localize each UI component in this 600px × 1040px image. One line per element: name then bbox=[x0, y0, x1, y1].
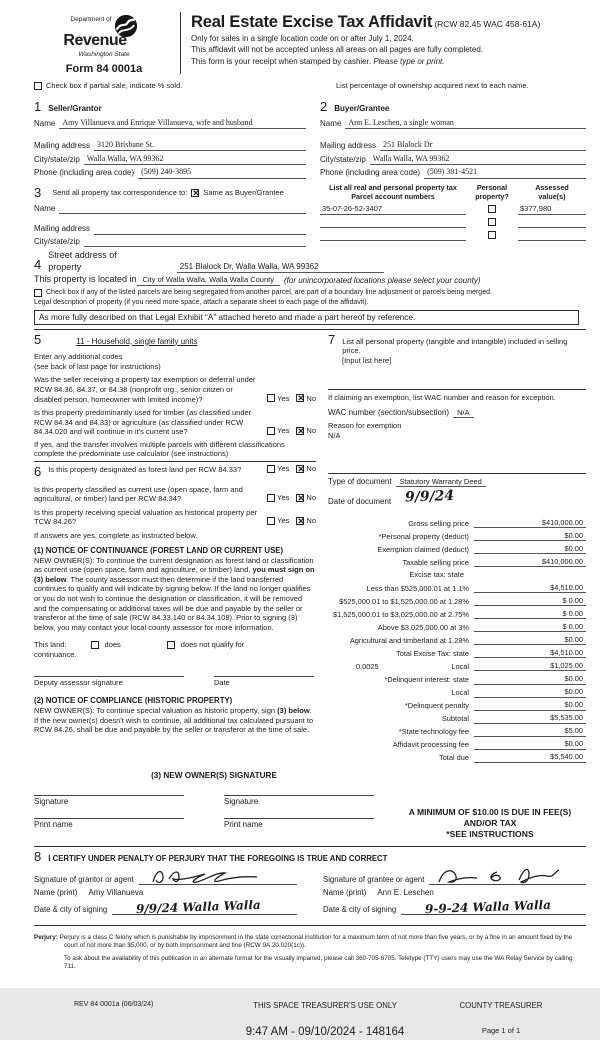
county-note: (for unincorporated locations please select your county) bbox=[283, 275, 481, 285]
q4-no-checkbox[interactable] bbox=[296, 494, 304, 502]
owner-print-name-line-1[interactable]: Print name bbox=[34, 818, 184, 830]
rcw-reference: (RCW 82.45 WAC 458-61A) bbox=[434, 19, 541, 29]
parcel-number-field[interactable] bbox=[320, 218, 466, 228]
forest-land-question: Is this property designated as forest land per RCW 84.33? bbox=[48, 465, 242, 475]
buyer-phone-field[interactable]: (509) 301-4521 bbox=[424, 167, 586, 178]
ownership-note: List percentage of ownership acquired next to each name. bbox=[336, 81, 529, 91]
grantee-signature-icon bbox=[435, 864, 585, 888]
grantee-date-city-field[interactable]: 9-9-24 Walla Walla bbox=[401, 900, 586, 915]
header-divider bbox=[180, 12, 181, 74]
current-use-question: Is this property classified as current use (open space, farm and agricultural, or timber) land per RCW 84.34? bbox=[34, 484, 243, 504]
personal-property-label: List all personal property (tangible and intangible) included in selling price. bbox=[342, 336, 568, 356]
located-in-field[interactable]: City of Walla Walla, Walla Walla County bbox=[137, 275, 280, 286]
dept-of-label: Department of bbox=[70, 16, 112, 23]
owner-signature-line-2[interactable]: Signature bbox=[224, 795, 374, 807]
buyer-title: Buyer/Grantee bbox=[334, 104, 390, 114]
exemption-deferral-question: Was the seller receiving a property tax exemption or deferral under RCW 84.36, 84.37, or 84.38 (nonprofit org., senior citizen or disabled person, homeowner with limited income)? bbox=[34, 375, 256, 404]
gross-selling-price-value[interactable]: $410,000.00 bbox=[474, 518, 586, 528]
historical-property-question: Is this property receiving special valuation as historical property per TCW 84.26? bbox=[34, 507, 258, 527]
land-use-code-field[interactable]: 11 - Household, single family units bbox=[76, 336, 198, 346]
notice-continuance-title: (1) NOTICE OF CONTINUANCE (FOREST LAND OR CURRENT USE) bbox=[34, 545, 284, 555]
subtotal-value[interactable]: $5,535.00 bbox=[474, 713, 586, 723]
form-header bbox=[34, 10, 586, 76]
treasurer-use-label: THIS SPACE TREASURER'S USE ONLY bbox=[253, 1000, 397, 1010]
deputy-date-line[interactable]: Date bbox=[214, 676, 314, 688]
section-1-number: 1 bbox=[34, 99, 42, 115]
local-tax-value[interactable]: $1,025.00 bbox=[474, 661, 586, 671]
grantee-name-field[interactable]: Ann E. Leschen bbox=[377, 887, 434, 897]
q2-yes-checkbox[interactable] bbox=[267, 427, 275, 435]
correspondence-section bbox=[34, 185, 306, 202]
section-7-number: 7 bbox=[328, 331, 336, 347]
parcel-row bbox=[320, 218, 586, 228]
same-as-buyer-checkbox[interactable] bbox=[191, 189, 199, 197]
assessed-value-field[interactable] bbox=[518, 218, 586, 228]
excise-tax-state-header: Excise tax: state bbox=[409, 570, 464, 580]
header-note-1: Only for sales in a single location code on or after July 1, 2024. bbox=[191, 34, 414, 44]
grantor-signature-field[interactable] bbox=[139, 870, 297, 885]
delinquent-penalty-value[interactable]: $0.00 bbox=[474, 700, 586, 710]
q2-no-checkbox[interactable] bbox=[296, 427, 304, 435]
state-technology-fee-value[interactable]: $5.00 bbox=[474, 726, 586, 736]
this-land-label: This land: bbox=[34, 640, 67, 650]
minimum-fee-note: A MINIMUM OF $10.00 IS DUE IN FEE(S) AND/OR TAX *SEE INSTRUCTIONS bbox=[408, 806, 572, 839]
rev-number: REV 84 0001a (06/03/24) bbox=[74, 1000, 154, 1008]
property-location-section: 4 Street address of property 251 Blalock Dr, Walla Walla, WA 99362 This property is located in City of Walla Walla, Walla Walla County (for unincorporated locations please select your county) Check box if any of the listed parcels are being segregated from another parcel, are part of a boundary line adjustment or parcels being merged. Legal description of property (if you need more space, attach a separate sheet to each page of the affidavit). As more fully described on that Legal Exhibit “A” attached hereto and made a part hereof by reference. bbox=[34, 250, 586, 329]
section-6-number: 6 bbox=[34, 464, 42, 480]
reason-exemption-label: Reason for exemption bbox=[328, 421, 402, 431]
buyer-section: 2 Buyer/Grantee Name Ann E. Leschen, a single woman Mailing address 251 Blalock Dr City/state/zip Walla Walla, WA 99362 Phone (including area code) (509) 301-4521 List all real and personal property tax Parcel account numbers Personal property? Assessed value(s) 35-07-26-52-3407 $377,980 bbox=[320, 95, 586, 247]
same-as-buyer-label: Same as Buyer/Grantee bbox=[203, 188, 284, 198]
certify-divider bbox=[34, 846, 586, 847]
grantee-signature-field[interactable] bbox=[429, 870, 586, 885]
perjury-note: Perjury: Perjury is a class C felony which is punishable by imprisonment in the state correctional institution for a maximum term of not more than five years, or by a fine in an amount fixed by the court of not more than $5,000, or by both imprisonment and fine (RCW 9A.20.020(1c)). To ask about the availability of this publication in an alternate format for the visually impaired, please call 360-705-6705. Teletype (TTY) users may use the WA Relay Service by calling 711. bbox=[34, 934, 586, 971]
form-footer bbox=[34, 1001, 586, 1040]
form-title: Real Estate Excise Tax Affidavit bbox=[191, 13, 433, 31]
personal-property-deduct-value[interactable]: $0.00 bbox=[474, 531, 586, 541]
delinquent-interest-local-value[interactable]: $0.00 bbox=[474, 687, 586, 697]
notice-compliance-title: (2) NOTICE OF COMPLIANCE (HISTORIC PROPERTY) bbox=[34, 696, 233, 706]
grantee-certify-block: Signature of grantee or agent Name (print) Ann E. Leschen Date & city of signing 9-9-24 Walla Walla bbox=[323, 868, 586, 915]
partial-sale-checkbox[interactable] bbox=[34, 82, 42, 90]
does-qualify-checkbox[interactable] bbox=[91, 641, 99, 649]
dor-logo bbox=[34, 10, 174, 76]
personal-property-input[interactable]: [Input list here] bbox=[342, 355, 392, 365]
grantor-certify-block: Signature of grantor or agent Name (print) Amy Villanueva Date & city of signing 9/9/24 Walla Walla bbox=[34, 868, 297, 915]
tier4-tax-value[interactable]: $ 0.00 bbox=[474, 622, 586, 632]
exemption-note: If claiming an exemption, list WAC number and reason for exception. bbox=[328, 389, 586, 403]
buyer-mailing-field[interactable]: 251 Blalock Dr bbox=[380, 140, 586, 151]
personal-property-checkbox[interactable] bbox=[488, 205, 496, 213]
document-block: Type of document Statutory Warranty Deed Date of document 9/9/24 bbox=[328, 473, 586, 508]
continuance-label: continuance. bbox=[34, 649, 77, 659]
treasurer-stamp: 9:47 AM - 09/10/2024 - 148164 bbox=[245, 1025, 405, 1038]
if-yes-note: If answers are yes, complete as instructed below. bbox=[34, 531, 198, 541]
timber-agriculture-question: Is this property predominantly used for timber (as classified under RCW 84.34 and 84.33) or agriculture (as classified under RCW 84.34.020 and will continue in it's current use? bbox=[34, 408, 252, 437]
seller-phone-field[interactable]: (509) 240-3895 bbox=[138, 167, 306, 178]
local-rate: 0.0025 bbox=[356, 661, 379, 671]
tty-note: To ask about the availability of this publication in an alternate format for the visually impaired, please call 360-705-6705. Teletype (TTY) users may use the WA Relay Service by calling 711. bbox=[64, 954, 573, 970]
reason-exemption-field[interactable]: N/A bbox=[328, 431, 341, 441]
q4-yes-checkbox[interactable] bbox=[267, 494, 275, 502]
grantor-signature-icon bbox=[145, 864, 295, 888]
total-due-value[interactable]: $5,540.00 bbox=[474, 752, 586, 762]
assessed-value-field[interactable]: $377,980 bbox=[518, 204, 586, 215]
form-number: Form 84 0001a bbox=[65, 63, 143, 76]
land-use-section: 5 11 - Household, single family units Enter any additional codes (see back of last page for instructions) Was the seller receiving a property tax exemption or deferral under RCW 84.36, 84.37, or 84.38 (nonprofit org., senior citizen or disabled person, homeowner with limited income)? Yes ✕ No Is this property predominantly used for timber (as classified under RCW 84.34 and 84.33) or agriculture (as classified under RCW 84.34.020 and will continue in it's current use? Yes ✕ No If yes, and the transfer involves multiple parcels with different classifications complete the predominate use calculator (see instructions) 6 Is this property designated as forest land per RCW 84.33? Yes ✕ No Is this property classified as current use (open space, farm and agricultural, or timber) land per RCW 84.34? Yes ✕ No Is this property receiving special valuation as historical property per TCW 84.26? Yes ✕ No If answers are yes, complete as instructed below. (1) NOTICE OF CONTINUANCE (FOREST LAND OR CURRENT USE) NEW OWNER(S): To continue the current designation as forest land or classification as current use (open space, farm and agriculture, or timber) land, you must sign on (3) below. The county assessor must then determine if the land transferred continues to qualify and will indicate by signing below. If the land no longer qualifies or you do not wish to continue the designation or classification, it will be removed and the compensating or additional taxes will be due and payable by the seller or transferor at the time of sale (RCW 84.33.140 or 84.34.108). Prior to signing (3) below, you may contact your local county assessor for more information. This land: does does not qualify for continuance. Deputy assessor signature Date (2) NOTICE OF COMPLIANCE (HISTORIC PROPERTY) NEW OWNER(S): To continue special valuation as historic property, sign (3) below. If the new owner(s) doesn't wish to continue, all additional tax calculated pursuant to RCW 84.26, shall be due and payable by the seller or transferor at the time of sale. bbox=[34, 332, 316, 763]
certify-statement: I CERTIFY UNDER PENALTY OF PERJURY THAT THE FOREGOING IS TRUE AND CORRECT bbox=[48, 853, 388, 863]
correspondence-label: Send all property tax correspondence to: bbox=[52, 188, 188, 198]
owner-print-name-line-2[interactable]: Print name bbox=[224, 818, 374, 830]
deputy-assessor-signature-line[interactable]: Deputy assessor signature bbox=[34, 676, 184, 688]
correspondence-name-field[interactable] bbox=[59, 204, 306, 214]
parcel-row bbox=[320, 231, 586, 241]
new-owner-signature-title: (3) NEW OWNER(S) SIGNATURE bbox=[151, 770, 277, 780]
parcel-table-header: List all real and personal property tax Parcel account numbers Personal property? Assessed value(s) bbox=[329, 182, 569, 201]
legal-description-label: Legal description of property (if you need more space, attach a separate sheet to each page of the affidavit). bbox=[34, 298, 369, 306]
notice-compliance-text: NEW OWNER(S): To continue special valuation as historic property, sign (3) below. If the new owner(s) doesn't wish to continue, all additional tax calculated pursuant to RCW 84.26, shall be due and payable by the seller or transferor at the time of sale. bbox=[34, 706, 314, 735]
q5-no-checkbox[interactable] bbox=[296, 517, 304, 525]
seller-name-field[interactable]: Amy Villanueva and Enrique Villanueva, wife and husband bbox=[59, 118, 306, 129]
personal-property-section: 7 List all personal property (tangible and intangible) included in selling price. [Input list here] If claiming an exemption, list WAC number and reason for exception. WAC number (section/subsection) N/A Reason for exemption N/A Type of document Statutory Warranty Deed Date of document 9/9/24 Gross selling price $410,000.00 *Personal property (deduct) $0.00 Exemption claimed (deduct) $0.00 Taxable selling price $410,000.00 Excise tax: state Less than $525,000.01 at 1.1% $4,510.00 $525,000.01 to $1,525,000.00 at 1.28% $ 0.00 $1,525,000.01 to $3,025,000.00 at 2.75% $ 0.00 Above $3,025,000.00 at 3% $ 0.00 Agricultural and timberland at 1.28% $0.00 Total Excise Tax: state $4,510.00 0.0025 Local $1,025.00 *Delinquent interest: state $0.00 Local $0.00 *Delinquent penalty $0.00 Subtotal $5,535.00 *State technology fee $5.00 Affidavit processing fee $0.00 Total due $5,540.00 bbox=[328, 332, 586, 763]
section-8-number: 8 bbox=[34, 848, 42, 864]
q3-yes-checkbox[interactable] bbox=[267, 465, 275, 473]
segregated-checkbox[interactable] bbox=[34, 289, 42, 297]
affidavit-processing-fee-value[interactable]: $0.00 bbox=[474, 739, 586, 749]
assessed-value-field[interactable] bbox=[518, 231, 586, 241]
section-5-number: 5 bbox=[34, 331, 42, 347]
additional-codes-label: Enter any additional codes bbox=[34, 352, 123, 362]
grantor-name-field[interactable]: Amy Villanueva bbox=[88, 887, 144, 897]
parcel-number-field[interactable] bbox=[320, 231, 466, 241]
document-date-field[interactable]: 9/9/24 bbox=[404, 488, 455, 506]
notice-continuance-text: NEW OWNER(S): To continue the current designation as forest land or classification as current use (open space, farm and agriculture, or timber) land, you must sign on (3) below. The county assessor must then determine if the land transferred continues to qualify and will indicate by signing below. If the land no longer qualifies or you do not wish to continue the designation or classification, it will be removed and the compensating or additional taxes will be due and payable by the seller or transferor at the time of sale (RCW 84.33.140 or 84.34.108). Prior to signing (3) below, you may contact your local county assessor for more information. bbox=[34, 555, 315, 632]
correspondence-city-field[interactable] bbox=[84, 237, 306, 247]
taxable-selling-price-value[interactable]: $410,000.00 bbox=[474, 557, 586, 567]
buyer-city-field[interactable]: Walla Walla, WA 99362 bbox=[370, 154, 586, 165]
section-divider bbox=[34, 329, 586, 330]
partial-sale-label: Check box if partial sale, indicate % sold. bbox=[46, 81, 183, 91]
delinquent-interest-state-value[interactable]: $0.00 bbox=[474, 674, 586, 684]
header-note-2: This affidavit will not be accepted unless all areas on all pages are fully completed. bbox=[191, 45, 484, 55]
total-excise-state-value[interactable]: $4,510.00 bbox=[474, 648, 586, 658]
county-treasurer-label: COUNTY TREASURER bbox=[459, 1000, 543, 1010]
revenue-wordmark: Revenue bbox=[63, 31, 127, 49]
segregated-note: Check box if any of the listed parcels are being segregated from another parcel, are part of a boundary line adjustment or parcels being merged. bbox=[46, 288, 492, 296]
tier1-tax-value[interactable]: $4,510.00 bbox=[474, 583, 586, 593]
personal-property-checkbox[interactable] bbox=[488, 218, 496, 226]
parcel-row bbox=[320, 204, 586, 215]
q1-no-checkbox[interactable] bbox=[296, 394, 304, 402]
wac-number-field[interactable]: N/A bbox=[453, 408, 474, 419]
tier3-tax-value[interactable]: $ 0.00 bbox=[474, 609, 586, 619]
personal-property-checkbox[interactable] bbox=[488, 231, 496, 239]
page-indicator: Page 1 of 1 bbox=[481, 1025, 521, 1035]
q1-yes-checkbox[interactable] bbox=[267, 394, 275, 402]
owner-signature-line-1[interactable]: Signature bbox=[34, 795, 184, 807]
document-type-field[interactable]: Statutory Warranty Deed bbox=[396, 477, 486, 488]
legal-description-field[interactable]: As more fully described on that Legal Exhibit “A” attached hereto and made a part hereof by reference. bbox=[34, 310, 579, 325]
street-address-field[interactable]: 251 Blalock Dr, Walla Walla, WA 99362 bbox=[177, 262, 385, 273]
grantor-date-city-field[interactable]: 9/9/24 Walla Walla bbox=[112, 900, 297, 915]
seller-title: Seller/Grantor bbox=[48, 104, 102, 114]
section-4-number: 4 bbox=[34, 256, 42, 272]
additional-codes-note: (see back of last page for instructions) bbox=[34, 361, 161, 371]
buyer-name-field[interactable]: Ann E. Leschen, a single woman bbox=[345, 118, 586, 129]
predominate-use-note: If yes, and the transfer involves multiple parcels with different classifications complete the predominate use calculator (see instructions) bbox=[34, 440, 316, 462]
seller-city-field[interactable]: Walla Walla, WA 99362 bbox=[84, 154, 306, 165]
tier2-tax-value[interactable]: $ 0.00 bbox=[474, 596, 586, 606]
perjury-divider bbox=[34, 925, 586, 926]
designation-section: 6 Is this property designated as forest land per RCW 84.33? Yes ✕ No bbox=[34, 464, 316, 481]
new-owner-signature-block bbox=[34, 767, 394, 840]
q3-no-checkbox[interactable] bbox=[296, 465, 304, 473]
q5-yes-checkbox[interactable] bbox=[267, 517, 275, 525]
section-2-number: 2 bbox=[320, 99, 328, 115]
exemption-claimed-value[interactable]: $0.00 bbox=[474, 544, 586, 554]
header-note-3: This form is your receipt when stamped by cashier. Please type or print. bbox=[191, 56, 445, 66]
section-3-number: 3 bbox=[34, 184, 42, 200]
washington-state-label: Washington State bbox=[78, 51, 130, 59]
does-not-qualify-checkbox[interactable] bbox=[167, 641, 175, 649]
seller-section: 1 Seller/Grantor Name Amy Villanueva and Enrique Villanueva, wife and husband Mailing address 3120 Brisbane St. City/state/zip Walla Walla, WA 99362 Phone (including area code) (509) 240-3895 3 Send all property tax correspondence to: ✕ Same as Buyer/Grantee Name Mailing address City/state/zip bbox=[34, 95, 306, 247]
seller-mailing-field[interactable]: 3120 Brisbane St. bbox=[94, 140, 306, 151]
parcel-number-field[interactable]: 35-07-26-52-3407 bbox=[320, 204, 466, 215]
correspondence-mailing-field[interactable] bbox=[94, 225, 306, 235]
agricultural-tax-value[interactable]: $0.00 bbox=[474, 635, 586, 645]
